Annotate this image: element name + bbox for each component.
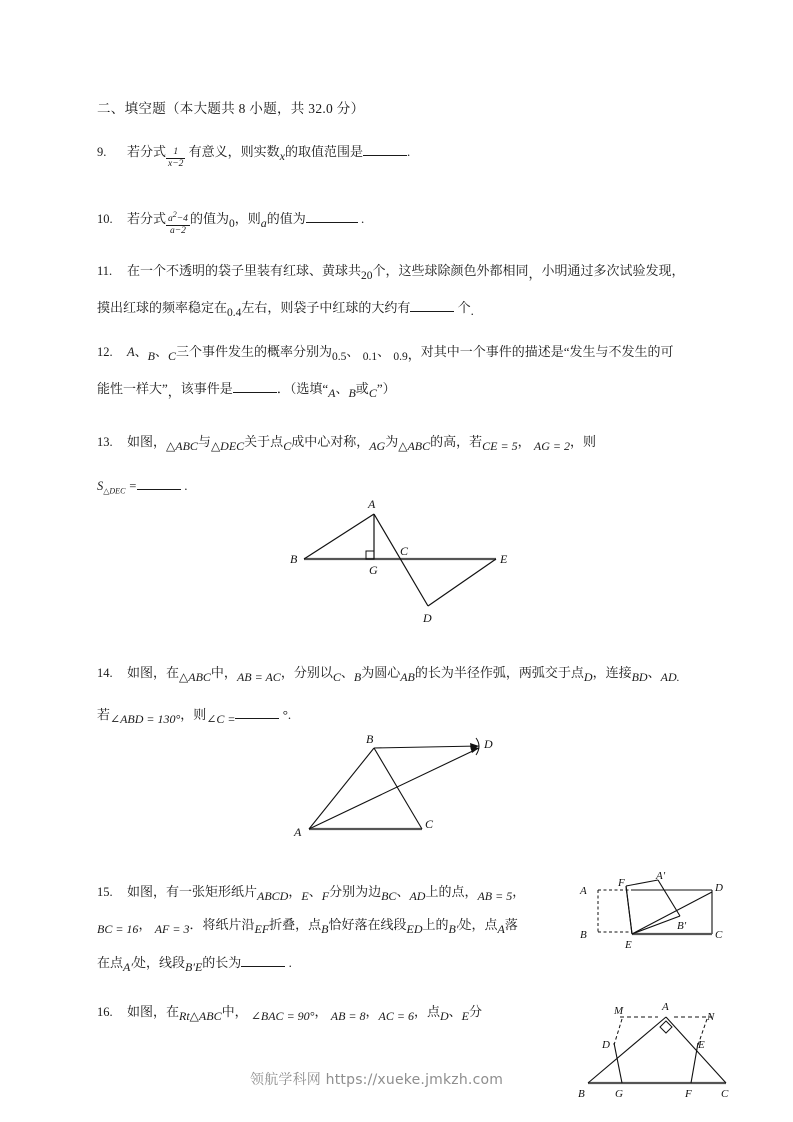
math-EF: EF bbox=[254, 922, 270, 936]
math-B-prime-E: B′E bbox=[185, 960, 203, 974]
figure-13-label-G: G bbox=[369, 563, 378, 577]
figure-14-label-C: C bbox=[425, 817, 434, 831]
question-12-line-1: 12. A、B、C三个事件发生的概率分别为0.5、 0.1、 0.9，对其中一个事件的描述是“发生与不发生的可 bbox=[97, 344, 674, 363]
math-option-C: C bbox=[368, 386, 377, 400]
math-angle-ABD: ∠ABD = 130° bbox=[110, 712, 181, 726]
figure-13-label-C: C bbox=[400, 544, 409, 558]
math-0-4: 0.4 bbox=[227, 307, 242, 319]
math-AC-equals-6: AC = 6 bbox=[378, 1009, 414, 1023]
figure-14-label-D: D bbox=[484, 737, 493, 751]
math-point-E-16: E bbox=[461, 1009, 469, 1023]
math-AF-equals-3: AF = 3 bbox=[154, 922, 190, 936]
question-12-number: 12. bbox=[97, 345, 113, 359]
question-10: 10. 若分式 $\frac{a^2-4}{a-2}$ 的值为0，则a的值为 . bbox=[97, 210, 365, 237]
figure-16-label-C: C bbox=[721, 1088, 729, 1100]
math-point-E-15: E bbox=[301, 889, 309, 903]
question-13-line-1: 13. 如图，△ABC与△DEC关于点C成中心对称，AG为△ABC的高，若CE = 5， AG = 2，则 bbox=[97, 434, 596, 453]
question-9: 9. 若分式 $\frac{1}{x-2}$ 有意义，则实数x的取值范围是 . bbox=[97, 143, 411, 169]
math-point-D-14: D bbox=[583, 670, 593, 684]
figure-16-label-F: F bbox=[685, 1088, 692, 1100]
question-15-number: 15. bbox=[97, 885, 113, 899]
math-point-B-14: B bbox=[353, 670, 362, 684]
math-triangle-ABC-2: △ABC bbox=[398, 439, 431, 453]
figure-13-label-B: B bbox=[290, 552, 298, 566]
math-Rt-triangle-ABC: Rt△ABC bbox=[179, 1009, 222, 1023]
answer-blank-15[interactable] bbox=[241, 955, 285, 967]
math-AG: AG bbox=[369, 439, 386, 453]
answer-blank-14[interactable] bbox=[235, 707, 279, 719]
math-A-prime: A′ bbox=[123, 960, 133, 974]
math-AB-14: AB bbox=[400, 670, 415, 684]
math-AD-15: AD bbox=[409, 889, 426, 903]
answer-blank-10[interactable] bbox=[306, 211, 358, 223]
question-16-number: 16. bbox=[97, 1005, 113, 1019]
math-AG-equals-2: AG = 2 bbox=[533, 439, 570, 453]
question-14-number: 14. bbox=[97, 666, 113, 680]
figure-13-label-E: E bbox=[500, 552, 508, 566]
question-14-line-2: 若∠ABD = 130°，则∠C = °. bbox=[97, 707, 292, 726]
math-a: a bbox=[260, 216, 267, 231]
figure-14-label-B: B bbox=[366, 732, 374, 746]
math-ED: ED bbox=[406, 922, 423, 936]
math-point-F-15: F bbox=[321, 889, 330, 903]
question-11-number: 11. bbox=[97, 264, 113, 278]
question-14-line-1: 14. 如图，在△ABC中，AB = AC，分别以C、B为圆心AB的长为半径作弧，两弧交于点D，连接BD、AD. bbox=[97, 665, 680, 684]
math-A: A bbox=[127, 345, 135, 359]
figure-15-label-D: D bbox=[715, 882, 723, 894]
math-angle-BAC: ∠BAC = 90° bbox=[250, 1009, 315, 1023]
figure-16-label-M: M bbox=[614, 1005, 624, 1017]
figure-13-centrally-symmetric-triangles bbox=[282, 494, 518, 626]
question-11-line-2: 摸出红球的频率稳定在0.4左右，则袋子中红球的大约有 个. bbox=[97, 300, 474, 319]
figure-14-isosceles-triangle-with-arcs bbox=[286, 726, 514, 848]
question-10-number: 10. bbox=[97, 212, 113, 227]
math-AD: AD. bbox=[660, 670, 680, 684]
math-point-C: C bbox=[283, 439, 292, 453]
math-0-9: 0.9 bbox=[393, 351, 408, 363]
question-11-line-1: 11. 在一个不透明的袋子里装有红球、黄球共20个，这些球除颜色外都相同，小明通过多次试验发现， bbox=[97, 263, 685, 282]
question-16-line-1: 16. 如图，在Rt△ABC中， ∠BAC = 90°， AB = 8，AC = 6，点D、E分 bbox=[97, 1004, 483, 1023]
figure-15-label-B: B bbox=[580, 929, 587, 941]
figure-15-label-B-prime: B′ bbox=[677, 920, 687, 932]
question-15-line-3: 在点A′处，线段B′E的长为 . bbox=[97, 955, 292, 974]
figure-16-label-E: E bbox=[698, 1039, 705, 1051]
math-0-1: 0.1 bbox=[362, 351, 378, 363]
math-point-B-15: B bbox=[321, 922, 329, 936]
answer-blank-12[interactable] bbox=[233, 381, 277, 393]
math-zero: 0 bbox=[228, 218, 235, 231]
math-triangle-DEC: △DEC bbox=[210, 439, 245, 453]
figure-15-folded-rectangle bbox=[576, 872, 734, 956]
math-BC-15: BC bbox=[381, 889, 397, 903]
figure-14-label-A: A bbox=[294, 825, 302, 839]
math-C: C bbox=[168, 349, 177, 363]
site-watermark: 领航学科网 https://xueke.jmkzh.com bbox=[250, 1072, 504, 1088]
math-triangle-ABC-14: △ABC bbox=[179, 670, 211, 684]
answer-blank-11[interactable] bbox=[410, 300, 454, 312]
question-13-line-2: $S_{\triangle DEC}$ = . bbox=[97, 478, 188, 496]
answer-blank-9[interactable] bbox=[363, 144, 407, 156]
math-AB-equals-AC: AB = AC bbox=[236, 670, 281, 684]
question-9-text: 若分式 bbox=[127, 143, 167, 159]
figure-16-label-G: G bbox=[615, 1088, 623, 1100]
math-option-A: A bbox=[328, 386, 336, 400]
math-x: x bbox=[279, 148, 285, 163]
question-12-line-2: 能性一样大”，该事件是 ．（选填“A、B或C”） bbox=[97, 381, 396, 400]
answer-blank-13[interactable] bbox=[137, 478, 181, 490]
figure-16-label-B: B bbox=[578, 1088, 585, 1100]
section-heading: 二、填空题（本大题共 8 小题，共 32.0 分） bbox=[97, 101, 365, 116]
math-point-D-16: D bbox=[439, 1009, 449, 1023]
math-0-5: 0.5 bbox=[332, 351, 347, 363]
figure-16-label-N: N bbox=[707, 1011, 715, 1023]
figure-16-label-A: A bbox=[662, 1001, 669, 1013]
math-20: 20 bbox=[361, 270, 373, 282]
question-13-number: 13. bbox=[97, 435, 113, 449]
math-AB-equals-5: AB = 5 bbox=[477, 889, 513, 903]
figure-15-label-F: F bbox=[618, 877, 625, 889]
math-triangle-ABC: △ABC bbox=[166, 439, 198, 453]
figure-15-label-C: C bbox=[715, 929, 723, 941]
math-B: B bbox=[147, 349, 155, 363]
math-ABCD: ABCD bbox=[257, 889, 289, 903]
figure-16-right-triangle-with-perpendiculars bbox=[574, 997, 742, 1109]
figure-15-label-E: E bbox=[625, 939, 632, 951]
fraction-a2-minus-4-over-a-minus-2: $\frac{a^2-4}{a-2}$ bbox=[168, 210, 188, 237]
math-point-C-14: C bbox=[332, 670, 341, 684]
math-S-triangle-DEC: $S_{\triangle DEC}$ = bbox=[97, 479, 137, 496]
math-B-prime: B′ bbox=[448, 922, 459, 936]
math-CE-equals-5: CE = 5 bbox=[482, 439, 518, 453]
question-15-line-2: BC = 16， AF = 3．将纸片沿EF折叠，点B恰好落在线段ED上的B′处，点A落 bbox=[97, 917, 518, 936]
figure-13-label-D: D bbox=[423, 611, 432, 625]
math-AB-equals-8: AB = 8 bbox=[330, 1009, 366, 1023]
figure-15-label-A-prime: A′ bbox=[656, 870, 666, 882]
question-9-number: 9. bbox=[97, 144, 107, 159]
math-point-A-15: A bbox=[497, 922, 505, 936]
math-BD: BD bbox=[631, 670, 648, 684]
math-angle-C: ∠C = bbox=[206, 712, 236, 726]
figure-13-label-A: A bbox=[368, 497, 376, 511]
math-BC-equals-16: BC = 16 bbox=[97, 922, 139, 936]
math-option-B: B bbox=[348, 386, 356, 400]
figure-16-label-D: D bbox=[602, 1039, 610, 1051]
figure-15-label-A: A bbox=[580, 885, 587, 897]
fraction-1-over-x-minus-2: $\frac{1}{x-2}$ bbox=[168, 147, 184, 169]
question-15-line-1: 15. 如图，有一张矩形纸片ABCD，E、F分别为边BC、AD上的点，AB = 5， bbox=[97, 884, 526, 903]
